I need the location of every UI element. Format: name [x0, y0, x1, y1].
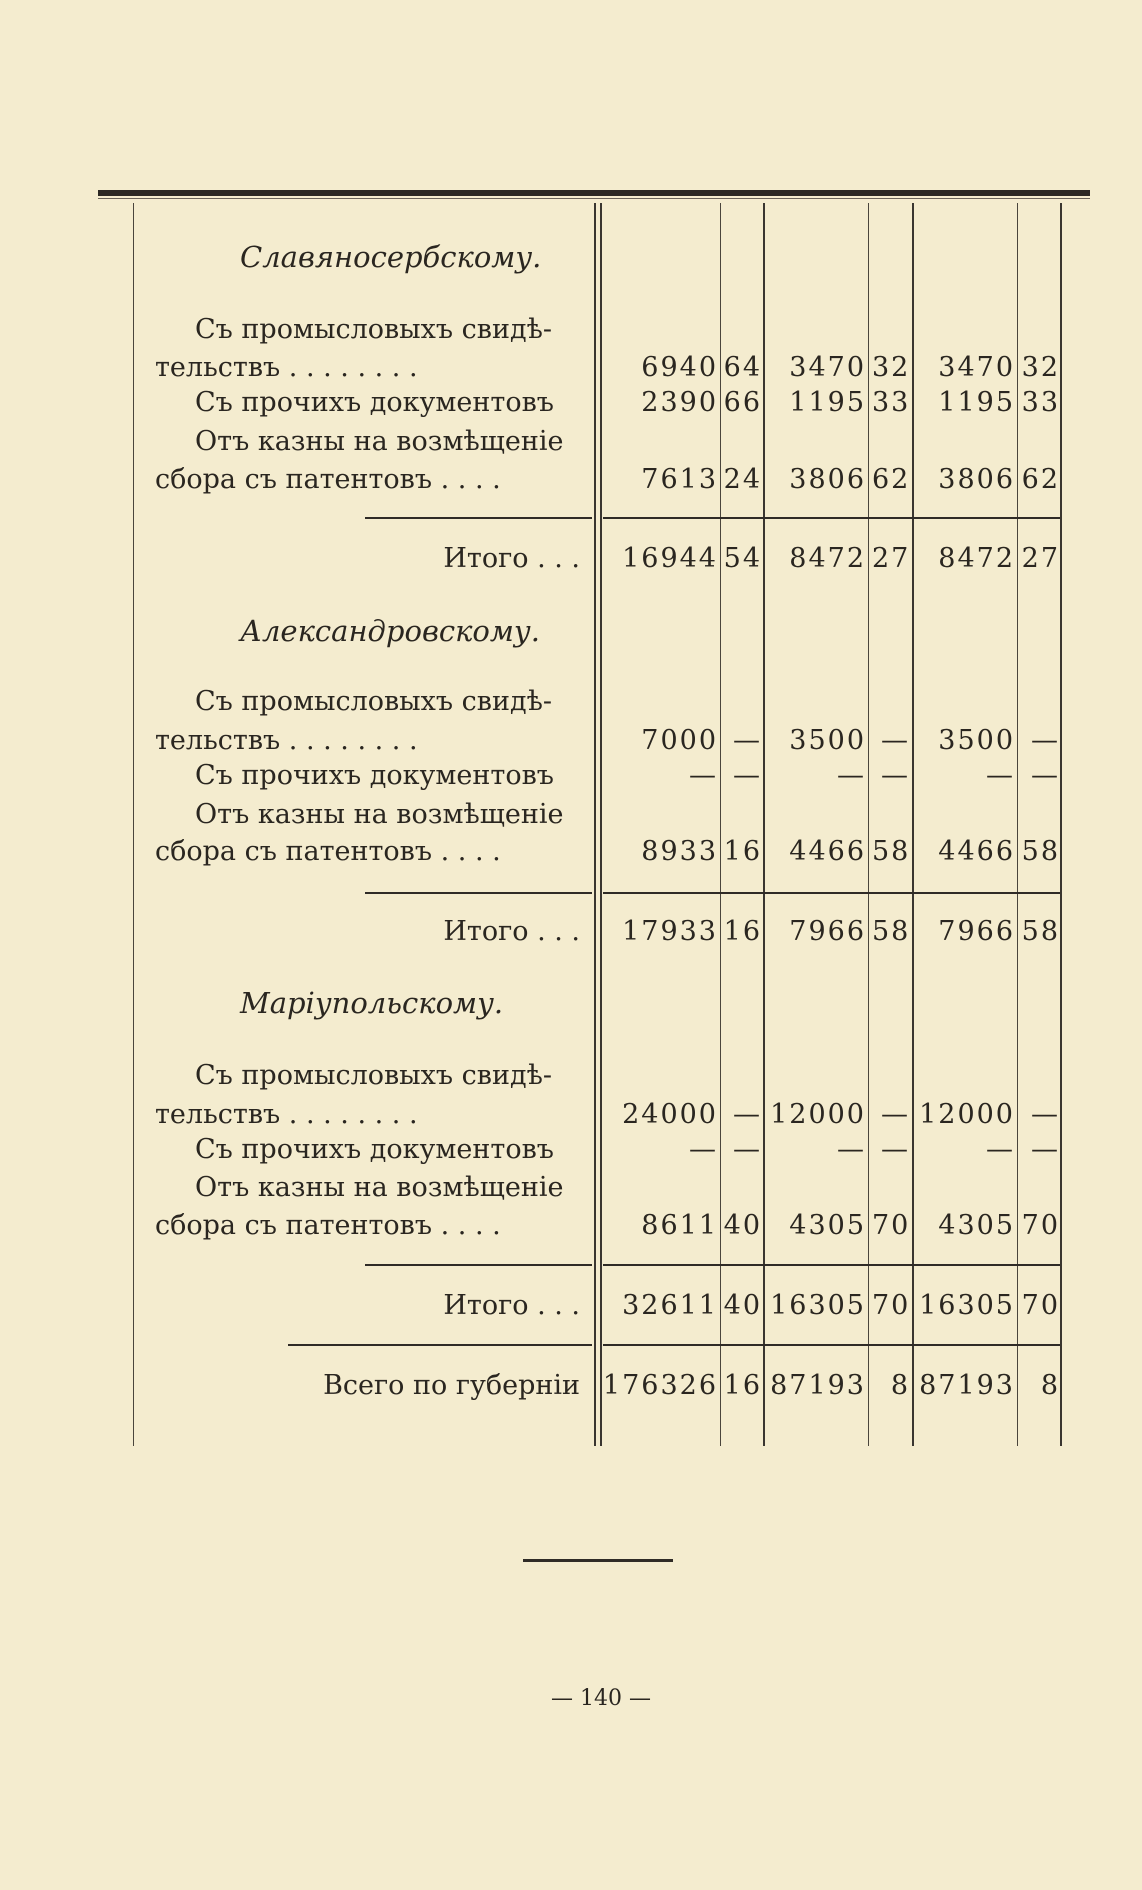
top-rule-thin: [98, 198, 1090, 199]
grand-total-cell: 87193: [919, 1370, 1015, 1401]
cell: 3470: [938, 352, 1015, 383]
row-label: Съ промысловыхъ свидѣ-: [195, 1060, 552, 1091]
cell: —: [881, 1099, 910, 1130]
grand-total-cell: 8: [1040, 1370, 1060, 1401]
subtotal-rule: [365, 892, 592, 894]
cell: 33: [872, 387, 911, 418]
row-label: сбора съ патентовъ . . . .: [155, 464, 501, 495]
total-label: Итого . . .: [443, 1290, 580, 1321]
subtotal-rule: [365, 517, 592, 519]
total-cell: 70: [872, 1290, 911, 1321]
column-divider: [1060, 203, 1062, 1446]
row-label: Отъ казны на возмѣщеніе: [195, 799, 564, 830]
cell: 40: [723, 1210, 762, 1241]
cell: —: [837, 1134, 866, 1165]
top-rule: [98, 190, 1090, 196]
column-divider: [868, 203, 869, 1446]
cell: 2390: [641, 387, 718, 418]
cell: 4466: [789, 836, 866, 867]
cell: 12000: [770, 1099, 866, 1130]
total-cell: 17933: [622, 916, 718, 947]
total-cell: 54: [723, 543, 762, 574]
column-divider: [720, 203, 721, 1446]
cell: 3500: [938, 725, 1015, 756]
grand-total-cell: 176326: [602, 1370, 718, 1401]
row-label: Съ промысловыхъ свидѣ-: [195, 686, 552, 717]
cell: 3806: [938, 464, 1015, 495]
total-cell: 27: [1021, 543, 1060, 574]
grand-total-rule: [603, 1344, 1060, 1346]
cell: 4466: [938, 836, 1015, 867]
cell: 12000: [919, 1099, 1015, 1130]
column-divider: [1017, 203, 1018, 1446]
cell: 32: [872, 352, 911, 383]
total-cell: 16944: [622, 543, 718, 574]
cell: 3470: [789, 352, 866, 383]
cell: —: [1031, 1099, 1060, 1130]
grand-total-cell: 16: [723, 1370, 762, 1401]
cell: 8933: [641, 836, 718, 867]
grand-total-cell: 87193: [770, 1370, 866, 1401]
total-cell: 27: [872, 543, 911, 574]
total-label: Итого . . .: [443, 916, 580, 947]
cell: —: [1031, 725, 1060, 756]
cell: —: [733, 1134, 762, 1165]
cell: —: [881, 760, 910, 791]
cell: —: [986, 760, 1015, 791]
total-cell: 32611: [622, 1290, 718, 1321]
cell: —: [881, 1134, 910, 1165]
cell: —: [733, 1099, 762, 1130]
row-label: Съ прочихъ документовъ: [195, 1134, 554, 1165]
cell: —: [733, 725, 762, 756]
subtotal-rule: [603, 892, 1060, 894]
cell: 70: [872, 1210, 911, 1241]
total-cell: 7966: [938, 916, 1015, 947]
cell: 66: [723, 387, 762, 418]
row-label: тельствъ . . . . . . . .: [155, 725, 418, 756]
total-cell: 8472: [938, 543, 1015, 574]
section-heading: Славяносербскому.: [240, 240, 542, 274]
section-heading: Маріупольскому.: [240, 986, 504, 1020]
cell: 3806: [789, 464, 866, 495]
total-cell: 70: [1021, 1290, 1060, 1321]
cell: 4305: [789, 1210, 866, 1241]
total-cell: 40: [723, 1290, 762, 1321]
cell: 6940: [641, 352, 718, 383]
cell: 33: [1021, 387, 1060, 418]
cell: 24000: [622, 1099, 718, 1130]
total-cell: 16305: [770, 1290, 866, 1321]
section-heading: Александровскому.: [240, 614, 540, 648]
cell: —: [881, 725, 910, 756]
cell: —: [1031, 760, 1060, 791]
cell: 62: [1021, 464, 1060, 495]
footer-rule: [523, 1559, 673, 1562]
row-label: Отъ казны на возмѣщеніе: [195, 426, 564, 457]
row-label: тельствъ . . . . . . . .: [155, 352, 418, 383]
total-cell: 58: [872, 916, 911, 947]
cell: 64: [723, 352, 762, 383]
subtotal-rule: [603, 1264, 1060, 1266]
total-label: Итого . . .: [443, 543, 580, 574]
row-label: Съ прочихъ документовъ: [195, 387, 554, 418]
subtotal-rule: [365, 1264, 592, 1266]
cell: 62: [872, 464, 911, 495]
cell: 16: [723, 836, 762, 867]
cell: 24: [723, 464, 762, 495]
row-label: Съ промысловыхъ свидѣ-: [195, 314, 552, 345]
cell: 7000: [641, 725, 718, 756]
row-label: Съ прочихъ документовъ: [195, 760, 554, 791]
cell: 3500: [789, 725, 866, 756]
total-cell: 16305: [919, 1290, 1015, 1321]
total-cell: 16: [723, 916, 762, 947]
cell: —: [837, 760, 866, 791]
cell: —: [689, 760, 718, 791]
column-divider: [133, 203, 134, 1446]
column-divider: [763, 203, 765, 1446]
cell: —: [733, 760, 762, 791]
cell: 7613: [641, 464, 718, 495]
grand-total-rule: [288, 1344, 592, 1346]
cell: 58: [1021, 836, 1060, 867]
cell: 70: [1021, 1210, 1060, 1241]
cell: 58: [872, 836, 911, 867]
grand-total-label: Всего по губерніи: [323, 1370, 580, 1401]
cell: 1195: [938, 387, 1015, 418]
cell: 32: [1021, 352, 1060, 383]
total-cell: 58: [1021, 916, 1060, 947]
total-cell: 7966: [789, 916, 866, 947]
grand-total-cell: 8: [890, 1370, 910, 1401]
cell: 8611: [641, 1210, 718, 1241]
page-number: — 140 —: [551, 1686, 651, 1711]
cell: —: [1031, 1134, 1060, 1165]
row-label: тельствъ . . . . . . . .: [155, 1099, 418, 1130]
cell: 1195: [789, 387, 866, 418]
row-label: сбора съ патентовъ . . . .: [155, 836, 501, 867]
total-cell: 8472: [789, 543, 866, 574]
row-label: сбора съ патентовъ . . . .: [155, 1210, 501, 1241]
cell: —: [986, 1134, 1015, 1165]
subtotal-rule: [603, 517, 1060, 519]
cell: 4305: [938, 1210, 1015, 1241]
column-divider: [912, 203, 914, 1446]
row-label: Отъ казны на возмѣщеніе: [195, 1172, 564, 1203]
cell: —: [689, 1134, 718, 1165]
